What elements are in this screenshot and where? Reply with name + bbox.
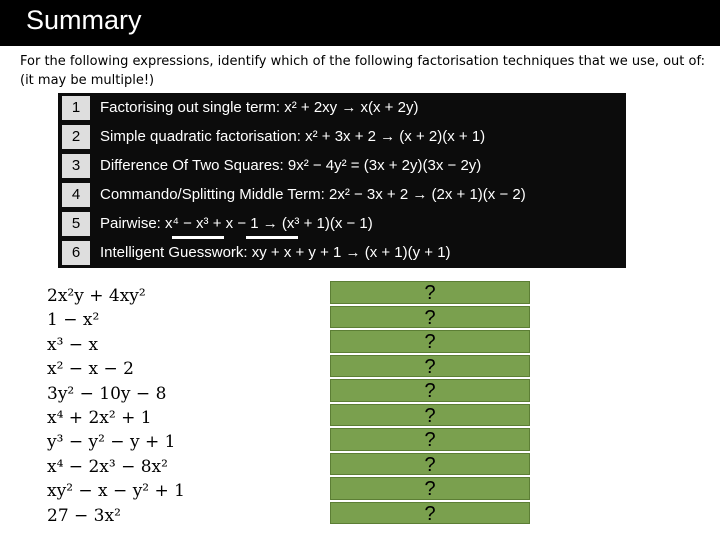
pair-underline	[172, 236, 224, 239]
technique-text: Factorising out single term: x² + 2xy → x(x + 2y)	[100, 99, 419, 116]
answer-box[interactable]: ?	[330, 428, 530, 451]
technique-row	[58, 123, 626, 150]
technique-text: Pairwise: x⁴ − x³ + x − 1 → (x³ + 1)(x − 1)	[100, 215, 373, 232]
expression: x⁴ − 2x³ − 8x²	[47, 456, 168, 477]
expression: x⁴ + 2x² + 1	[47, 407, 152, 428]
answer-box[interactable]: ?	[330, 306, 530, 329]
answer-box[interactable]: ?	[330, 502, 530, 525]
technique-number: 1	[62, 96, 90, 120]
pair-underline	[246, 236, 298, 239]
technique-row	[58, 94, 626, 121]
expression: x³ − x	[47, 334, 99, 355]
technique-number: 4	[62, 183, 90, 207]
technique-text: Difference Of Two Squares: 9x² − 4y² = (3x + 2y)(3x − 2y)	[100, 157, 482, 174]
instructions-text: For the following expressions, identify which of the following factorisation techniques that we use, out of: (it may be multiple!)	[20, 54, 705, 88]
technique-text: Commando/Splitting Middle Term: 2x² − 3x + 2 → (2x + 1)(x − 2)	[100, 186, 526, 203]
technique-row	[58, 181, 626, 208]
expression: xy² − x − y² + 1	[47, 481, 185, 502]
slide-title: Summary	[26, 5, 142, 35]
technique-text: Simple quadratic factorisation: x² + 3x + 2 → (x + 2)(x + 1)	[100, 128, 486, 145]
answer-column	[330, 281, 530, 526]
expression: 2x²y + 4xy²	[47, 286, 146, 306]
technique-number: 2	[62, 125, 90, 149]
answer-box[interactable]: ?	[330, 281, 530, 304]
answer-box[interactable]: ?	[330, 477, 530, 500]
technique-number: 3	[62, 154, 90, 178]
technique-row	[58, 239, 626, 266]
expression: x² − x − 2	[47, 359, 134, 380]
answer-box[interactable]: ?	[330, 379, 530, 402]
expression: 3y² − 10y − 8	[47, 383, 167, 404]
title-bar	[0, 0, 720, 46]
technique-row	[58, 210, 626, 237]
technique-number: 6	[62, 241, 90, 265]
expression: 27 − 3x²	[47, 505, 121, 526]
techniques-panel	[58, 93, 626, 268]
technique-text: Intelligent Guesswork: xy + x + y + 1 → (x + 1)(y + 1)	[100, 244, 451, 261]
answer-box[interactable]: ?	[330, 453, 530, 476]
expression: 1 − x²	[47, 310, 100, 331]
answer-box[interactable]: ?	[330, 355, 530, 378]
technique-row	[58, 152, 626, 179]
expression-list	[47, 284, 185, 528]
answer-box[interactable]: ?	[330, 404, 530, 427]
expression: y³ − y² − y + 1	[47, 432, 176, 453]
technique-number: 5	[62, 212, 90, 236]
answer-box[interactable]: ?	[330, 330, 530, 353]
